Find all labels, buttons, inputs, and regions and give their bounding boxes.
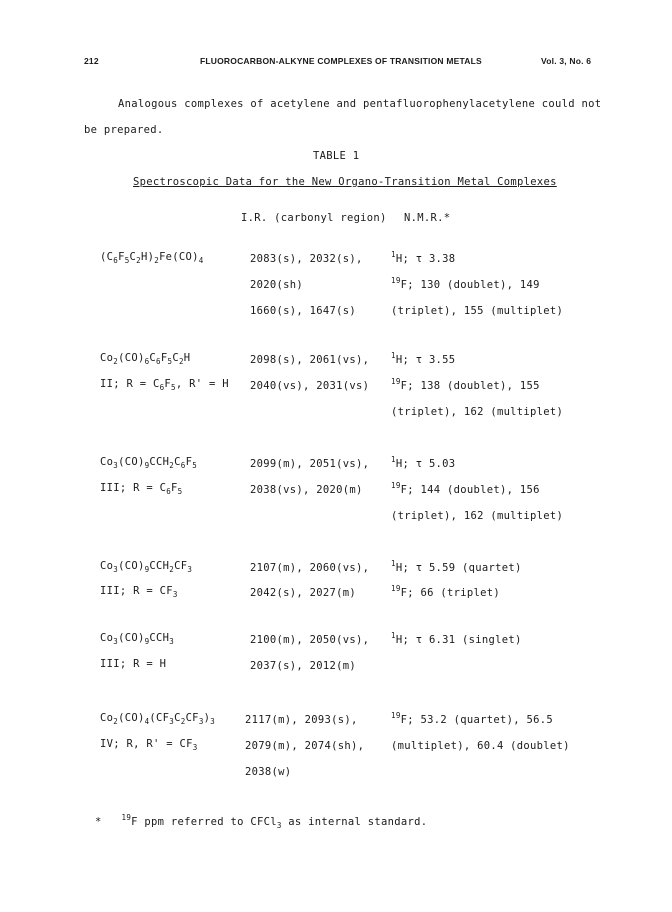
intro-line-2: be prepared. — [84, 124, 164, 136]
nmr-value: $^{19}$F; 130 (doublet), 149 — [391, 276, 540, 291]
intro-line-1: Analogous complexes of acetylene and pentafluorophenylacetylene could not — [118, 98, 602, 110]
ir-value: 2038(w) — [245, 766, 292, 778]
column-header-nmr: N.M.R.* — [404, 212, 451, 224]
footnote: * $^{19}$F ppm referred to CFCl$_3$ as internal standard. — [95, 813, 428, 830]
page-number: 212 — [84, 56, 99, 66]
ir-value: 2040(vs), 2031(vs) — [250, 380, 370, 392]
compound-formula: $Co_3(CO)_9CCH_2CF_3$ — [100, 560, 193, 574]
volume-issue: Vol. 3, No. 6 — [541, 56, 592, 66]
nmr-value: $^1$H; τ 3.38 — [391, 250, 456, 265]
nmr-value: $^1$H; τ 6.31 (singlet) — [391, 631, 522, 646]
footnote-mark: * — [95, 816, 102, 828]
compound-type-label: IV; R, $R' = CF_3$ — [100, 738, 198, 752]
ir-value: 2038(vs), 2020(m) — [250, 484, 363, 496]
table-label: TABLE 1 — [313, 150, 360, 162]
nmr-value: $^{19}$F; 53.2 (quartet), 56.5 — [391, 711, 553, 726]
nmr-value: $^1$H; τ 3.55 — [391, 351, 456, 366]
compound-formula: $(C_6F_5C_2H)_2Fe(CO)_4$ — [100, 251, 204, 265]
compound-type-label: III; R = H — [100, 658, 167, 670]
ir-value: 2079(m), 2074(sh), — [245, 740, 365, 752]
ir-value: 2117(m), 2093(s), — [245, 714, 358, 726]
compound-formula: $Co_2(CO)_6C_6F_5C_2H$ — [100, 352, 191, 366]
column-header-ir: I.R. (carbonyl region) — [241, 212, 387, 224]
compound-type-label: III; $R = CF_3$ — [100, 585, 178, 599]
compound-type-label: II; $R = C_6F_5$, R' = H — [100, 378, 229, 392]
ir-value: 1660(s), 1647(s) — [250, 305, 356, 317]
nmr-value: $^1$H; τ 5.03 — [391, 455, 456, 470]
nmr-value: (multiplet), 60.4 (doublet) — [391, 740, 570, 752]
ir-value: 2100(m), 2050(vs), — [250, 634, 370, 646]
ir-value: 2107(m), 2060(vs), — [250, 562, 370, 574]
ir-value: 2099(m), 2051(vs), — [250, 458, 370, 470]
ir-value: 2083(s), 2032(s), — [250, 253, 363, 265]
running-title: FLUOROCARBON-ALKYNE COMPLEXES OF TRANSITION METALS — [200, 56, 482, 66]
ir-value: 2020(sh) — [250, 279, 303, 291]
compound-formula: $Co_3(CO)_9CCH_2C_6F_5$ — [100, 456, 198, 470]
nmr-value: $^{19}$F; 66 (triplet) — [391, 584, 500, 599]
compound-type-label: III; $R = C_6F_5$ — [100, 482, 183, 496]
nmr-value: (triplet), 155 (multiplet) — [391, 305, 564, 317]
ir-value: 2098(s), 2061(vs), — [250, 354, 370, 366]
nmr-value: (triplet), 162 (multiplet) — [391, 406, 564, 418]
compound-formula: $Co_2(CO)_4(CF_3C_2CF_3)_3$ — [100, 712, 216, 726]
ir-value: 2037(s), 2012(m) — [250, 660, 356, 672]
nmr-value: (triplet), 162 (multiplet) — [391, 510, 564, 522]
nmr-value: $^{19}$F; 144 (doublet), 156 — [391, 481, 540, 496]
nmr-value: $^{19}$F; 138 (doublet), 155 — [391, 377, 540, 392]
compound-formula: $Co_3(CO)_9CCH_3$ — [100, 632, 175, 646]
table-title: Spectroscopic Data for the New Organo-Transition Metal Complexes — [133, 176, 557, 188]
ir-value: 2042(s), 2027(m) — [250, 587, 356, 599]
nmr-value: $^1$H; τ 5.59 (quartet) — [391, 559, 522, 574]
